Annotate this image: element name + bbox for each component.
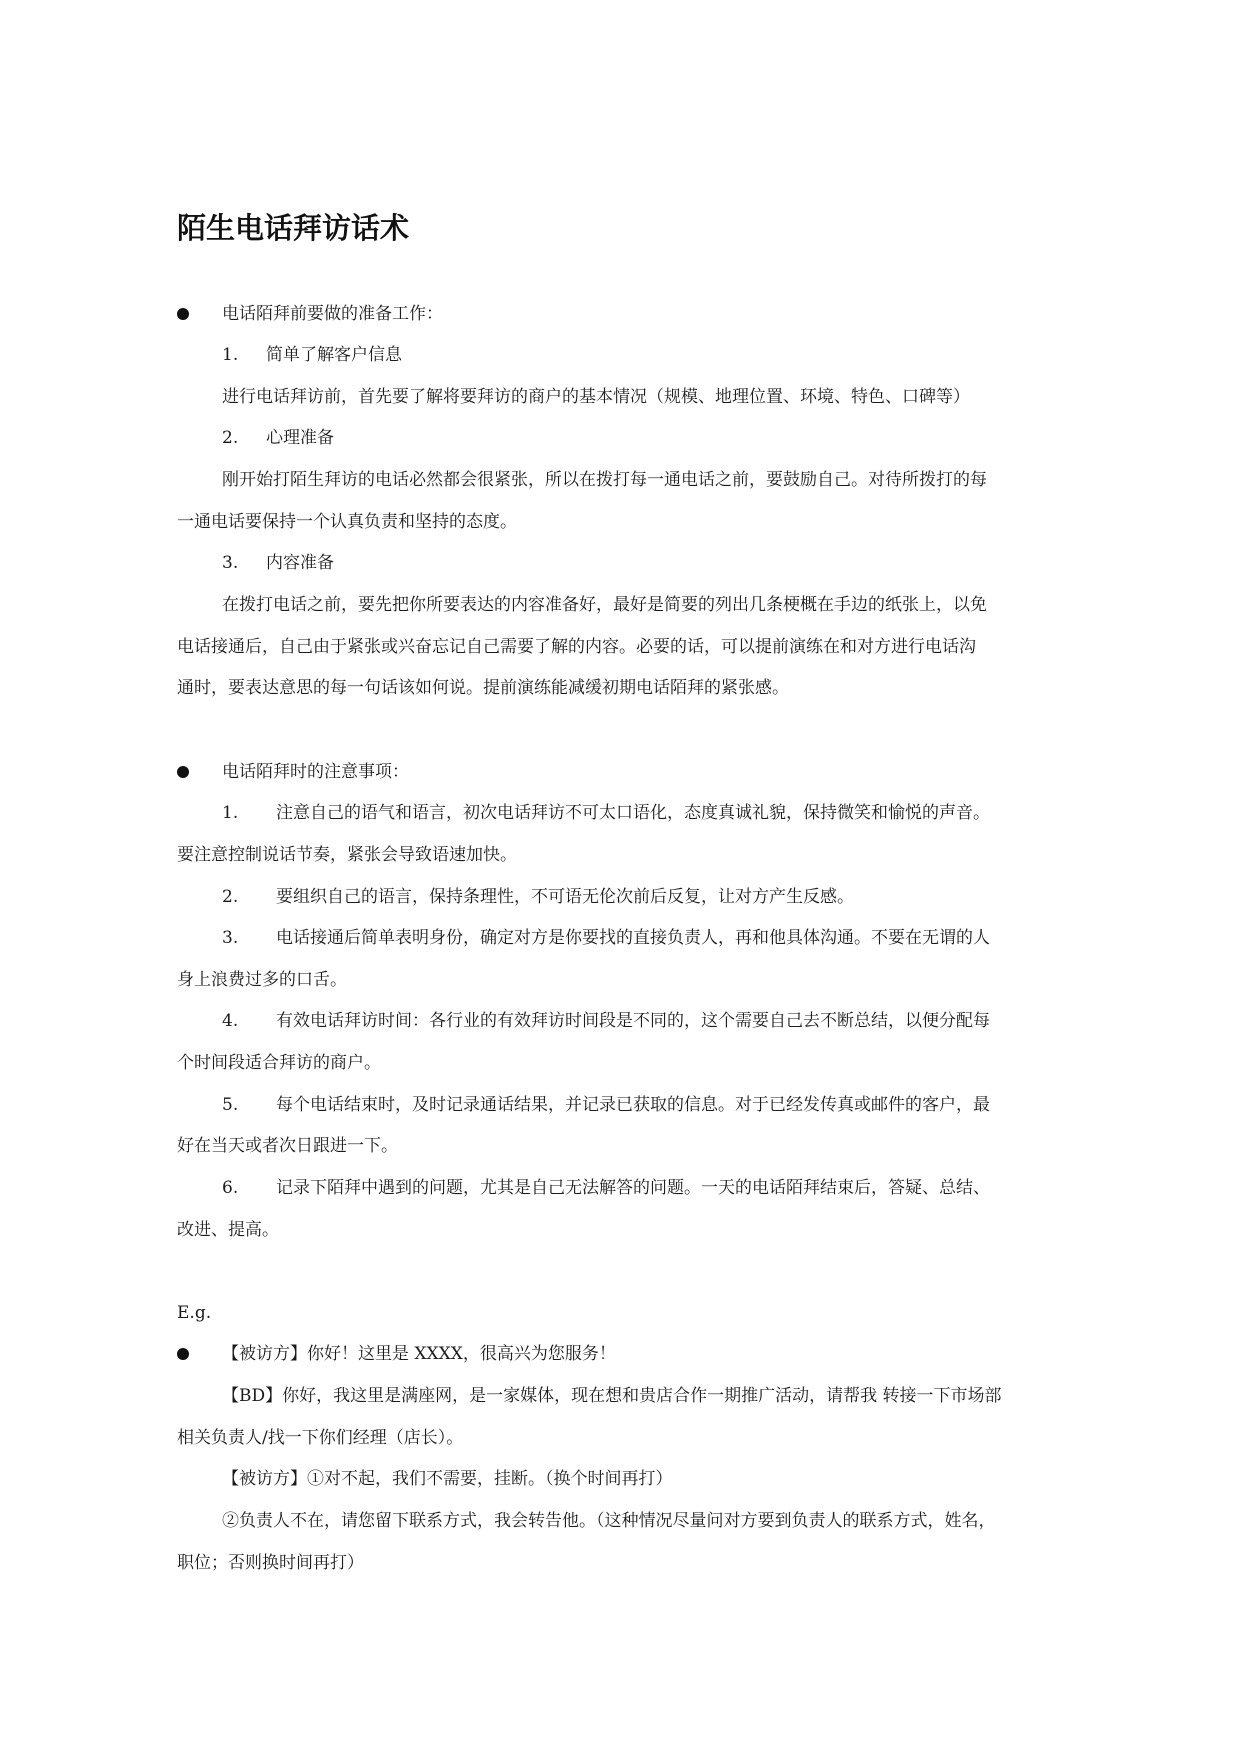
- paragraph-line: 电话接通后，自己由于紧张或兴奋忘记自己需要了解的内容。必要的话，可以提前演练在和对方进行电话沟: [177, 637, 976, 657]
- section-heading: 电话陌拜时的注意事项：: [222, 762, 409, 782]
- item-number: 1.: [222, 345, 239, 365]
- item-title: 内容准备: [266, 553, 334, 573]
- item-title: 简单了解客户信息: [266, 345, 402, 365]
- paragraph-line: 每个电话结束时，及时记录通话结果，并记录已获取的信息。对于已经发传真或邮件的客户，最: [276, 1095, 990, 1115]
- paragraph-line: 改进、提高。: [177, 1220, 279, 1240]
- item-number: 1.: [222, 803, 239, 823]
- item-number: 3.: [222, 928, 239, 948]
- item-title: 心理准备: [266, 428, 334, 448]
- dialogue-line: 【被访方】①对不起，我们不需要，挂断。（换个时间再打）: [222, 1469, 673, 1489]
- paragraph-line: 电话接通后简单表明身份，确定对方是你要找的直接负责人，再和他具体沟通。不要在无谓的人: [276, 928, 990, 948]
- paragraph-line: 好在当天或者次日跟进一下。: [177, 1136, 398, 1156]
- paragraph-line: 个时间段适合拜访的商户。: [177, 1053, 381, 1073]
- item-number: 2.: [222, 428, 239, 448]
- bullet-icon: [177, 766, 189, 778]
- item-number: 3.: [222, 553, 239, 573]
- dialogue-line: 相关负责人/找一下你们经理（店长）。: [177, 1428, 464, 1448]
- example-label: E.g.: [177, 1303, 212, 1323]
- paragraph-line: 记录下陌拜中遇到的问题，尤其是自己无法解答的问题。一天的电话陌拜结束后，答疑、总结、: [276, 1178, 990, 1198]
- paragraph-line: 在拨打电话之前，要先把你所要表达的内容准备好，最好是简要的列出几条梗概在手边的纸张上，以免: [222, 595, 987, 615]
- section-heading: 电话陌拜前要做的准备工作：: [222, 304, 443, 324]
- item-number: 6.: [222, 1178, 239, 1198]
- dialogue-line: 【BD】你好，我这里是满座网，是一家媒体，现在想和贵店合作一期推广活动，请帮我 转接一下市场部: [222, 1386, 1002, 1406]
- item-number: 5.: [222, 1095, 239, 1115]
- item-number: 4.: [222, 1011, 239, 1031]
- paragraph-line: 有效电话拜访时间：各行业的有效拜访时间段是不同的，这个需要自己去不断总结，以便分配每: [276, 1011, 990, 1031]
- dialogue-line: ②负责人不在，请您留下联系方式，我会转告他。（这种情况尽量问对方要到负责人的联系方式，姓名，: [222, 1511, 996, 1531]
- dialogue-line: 【被访方】你好！这里是 XXXX，很高兴为您服务！: [222, 1344, 616, 1364]
- bullet-icon: [177, 1348, 189, 1360]
- bullet-icon: [177, 308, 189, 320]
- paragraph-line: 刚开始打陌生拜访的电话必然都会很紧张，所以在拨打每一通电话之前，要鼓励自己。对待所拨打的每: [222, 470, 987, 490]
- paragraph-line: 进行电话拜访前，首先要了解将要拜访的商户的基本情况（规模、地理位置、环境、特色、口碑等）: [222, 387, 970, 407]
- paragraph-line: 要组织自己的语言，保持条理性，不可语无伦次前后反复，让对方产生反感。: [276, 887, 854, 907]
- paragraph-line: 身上浪费过多的口舌。: [177, 970, 347, 990]
- paragraph-line: 要注意控制说话节奏，紧张会导致语速加快。: [177, 845, 517, 865]
- document-title: 陌生电话拜访话术: [177, 211, 410, 245]
- paragraph-line: 注意自己的语气和语言，初次电话拜访不可太口语化，态度真诚礼貌，保持微笑和愉悦的声音。: [276, 803, 990, 823]
- dialogue-line: 职位；否则换时间再打）: [177, 1553, 364, 1573]
- paragraph-line: 通时，要表达意思的每一句话该如何说。提前演练能减缓初期电话陌拜的紧张感。: [177, 678, 789, 698]
- paragraph-line: 一通电话要保持一个认真负责和坚持的态度。: [177, 512, 517, 532]
- item-number: 2.: [222, 887, 239, 907]
